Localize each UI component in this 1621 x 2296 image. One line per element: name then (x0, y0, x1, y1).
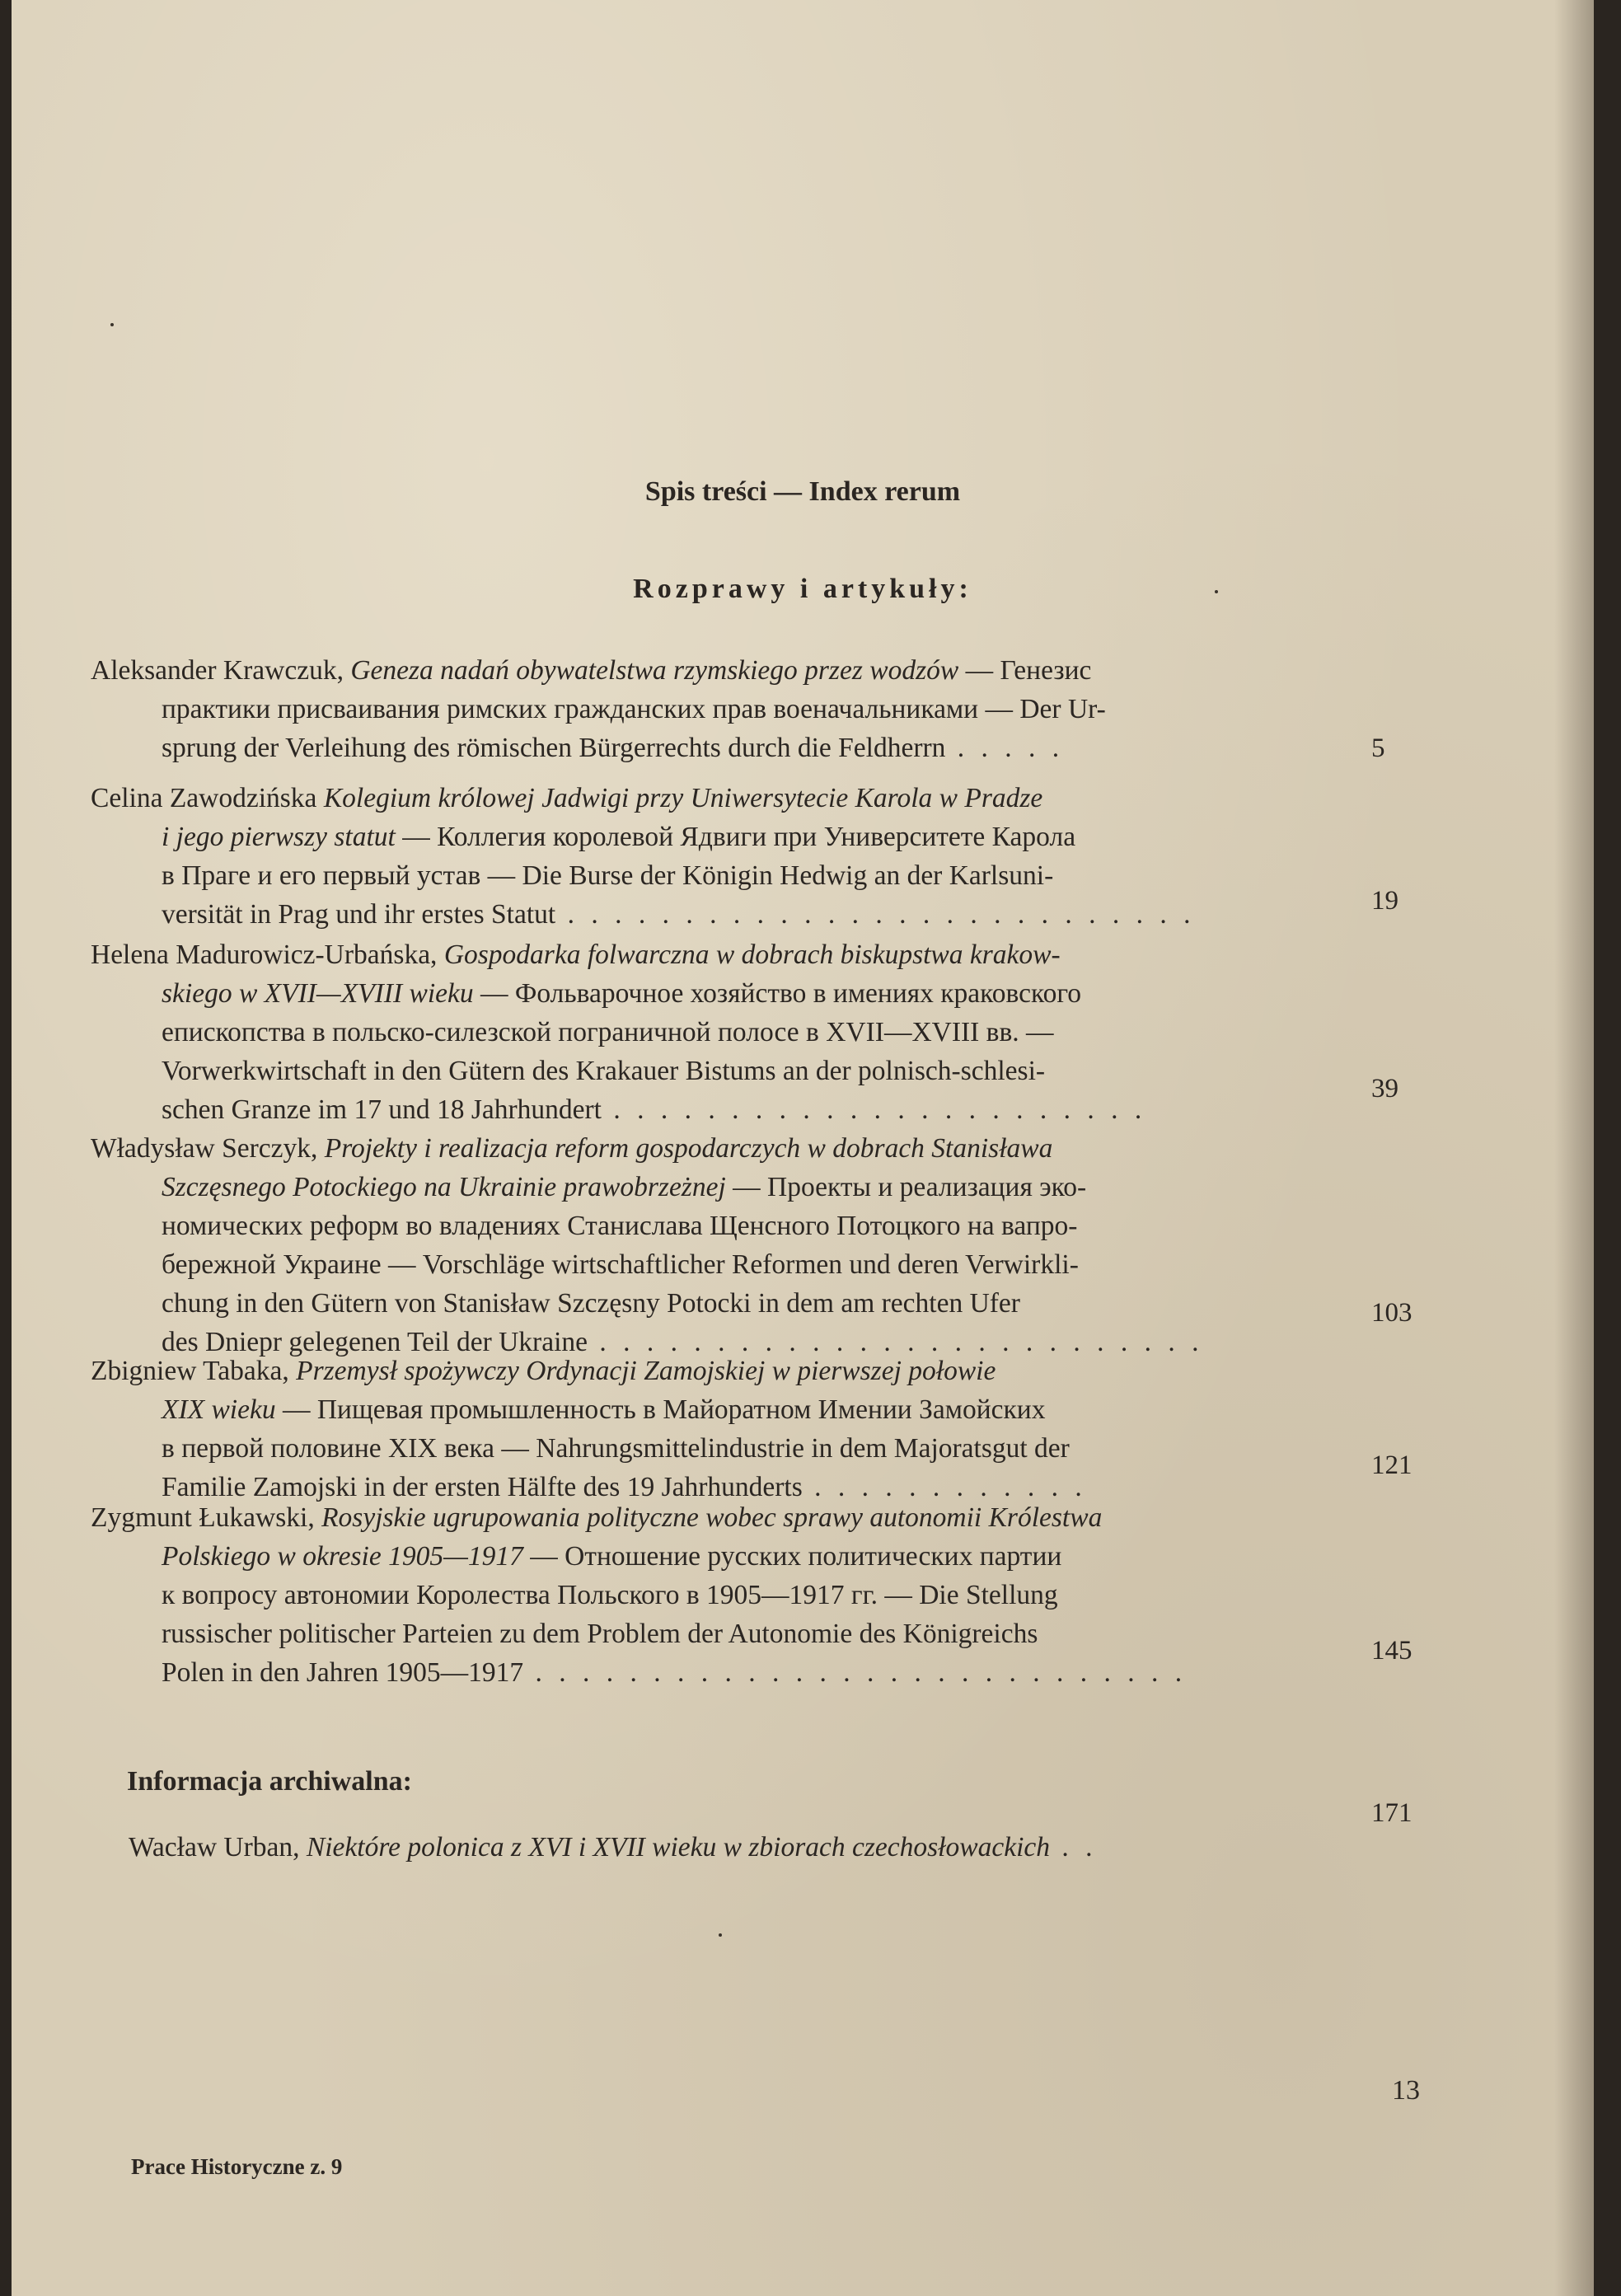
entry-text: Polen in den Jahren 1905—1917 (162, 1657, 524, 1688)
toc-entry[interactable] (91, 935, 1343, 1129)
entry-line (91, 1013, 1343, 1052)
entry-page-number: 171 (1371, 1798, 1413, 1828)
leader-dots: . . . . . . . . . . . . . . . . . . . . . . . . . . . . (523, 1657, 1188, 1688)
entry-page-number: 19 (1371, 886, 1398, 916)
journal-footer: Prace Historyczne z. 9 (131, 2154, 343, 2179)
entry-line (91, 1129, 1343, 1168)
toc-heading: Spis treści — Index rerum (644, 476, 961, 507)
page-spine-shadow (1554, 0, 1594, 2296)
entry-page-number: 121 (1371, 1450, 1413, 1480)
entry-text: russischer politischer Parteien zu dem Problem der Autonomie des Königreichs (162, 1619, 1038, 1649)
entry-title: Rosyjskie ugrupowania polityczne wobec sprawy autonomii Królestwa (321, 1502, 1103, 1533)
entry-text: бережной Украине — Vorschläge wirtschaftlicher Reformen und deren Verwirkli- (162, 1249, 1079, 1280)
entry-line (91, 1052, 1343, 1090)
entry-title: Kolegium królowej Jadwigi przy Uniwersytecie Karola w Pradze (323, 783, 1043, 813)
leader-dots: . . . . . . . . . . . . . . . . . . . . . . . . . . (588, 1327, 1204, 1357)
entry-line (91, 779, 1343, 818)
toc-entry[interactable] (91, 1352, 1343, 1506)
leader-dots: . . . . . (945, 733, 1065, 763)
paper-speck (719, 1933, 722, 1937)
entry-line (91, 974, 1343, 1013)
leader-dots: . . . . . . . . . . . . . . . . . . . . . . . . . . . (555, 899, 1196, 930)
entry-line (91, 818, 1343, 856)
entry-text: Vorwerkwirtschaft in den Gütern des Krakauer Bistums an der polnisch-schlesi- (162, 1056, 1046, 1086)
entry-text: Familie Zamojski in der ersten Hälfte des 19 Jahrhunderts (162, 1472, 803, 1502)
entry-title: Gospodarka folwarczna w dobrach biskupstwa krakow- (443, 939, 1061, 970)
entry-line (91, 856, 1343, 895)
entry-author: Zbigniew Tabaka, (91, 1356, 289, 1386)
entry-text: — Пищевая промышленность в Майоратном Имении Замойских (275, 1394, 1046, 1425)
entry-text: — Проекты и реализация эко- (725, 1172, 1087, 1202)
entry-line (91, 1207, 1343, 1245)
entry-line (91, 1614, 1343, 1653)
entry-text: chung in den Gütern von Stanisław Szczęsny Potocki in dem am rechten Ufer (162, 1288, 1020, 1319)
entry-author: Zygmunt Łukawski, (91, 1502, 315, 1533)
entry-line (91, 1429, 1343, 1468)
entry-author: Aleksander Krawczuk, (91, 655, 344, 686)
entry-title: Polskiego w okresie 1905—1917 (162, 1541, 523, 1572)
entry-line (91, 1498, 1343, 1537)
entry-text: versität in Prag und ihr erstes Statut (162, 899, 556, 930)
entry-page-number: 39 (1371, 1074, 1398, 1103)
entry-text: номических реформ во владениях Станислава Щенсного Потоцкого на вапро- (162, 1211, 1078, 1241)
entry-line (91, 1576, 1343, 1614)
entry-line (91, 1537, 1343, 1576)
entry-text: епископства в польско-силезской пограничной полосе в XVII—XVIII вв. — (162, 1017, 1054, 1047)
toc-entry[interactable] (91, 1129, 1343, 1361)
entry-line (91, 1352, 1343, 1390)
section-heading-archive: Informacja archiwalna: (127, 1766, 412, 1797)
paper-speck (1215, 590, 1218, 593)
entry-line (91, 935, 1343, 974)
toc-entry[interactable] (91, 1498, 1343, 1692)
entry-page-number: 145 (1371, 1636, 1413, 1666)
entry-title: Przemysł spożywczy Ordynacji Zamojskiej w pierwszej połowie (296, 1356, 996, 1386)
entry-title: Geneza nadań obywatelstwa rzymskiego przez wodzów (350, 655, 959, 686)
book-page (12, 0, 1594, 2296)
entry-title: i jego pierwszy statut (162, 822, 396, 852)
leader-dots: . . . . . . . . . . . . . . . . . . . . . . . (602, 1094, 1147, 1125)
entry-author: Wacław Urban, (129, 1832, 300, 1863)
leader-dots: . . . . . . . . . . . . (802, 1472, 1087, 1502)
toc-entry[interactable] (91, 651, 1343, 767)
entry-text: — Коллегия королевой Ядвиги при Университете Карола (395, 822, 1076, 852)
entry-text: практики присваивания римских гражданских прав военачальниками — Der Ur- (162, 694, 1106, 724)
entry-text: — Фольварочное хозяйство в имениях краковского (473, 978, 1081, 1009)
entry-text: sprung der Verleihung des römischen Bürgerrechts durch die Feldherrn (162, 733, 946, 763)
entry-author: Helena Madurowicz-Urbańska, (91, 939, 438, 970)
entry-line (91, 690, 1343, 729)
entry-line (91, 895, 1343, 934)
entry-title: skiego w XVII—XVIII wieku (162, 978, 474, 1009)
entry-text: в Праге и его первый устав — Die Burse der Königin Hedwig an der Karlsuni- (162, 860, 1054, 891)
entry-page-number: 103 (1371, 1298, 1413, 1328)
entry-line (91, 1653, 1343, 1692)
entry-text: к вопросу автономии Королества Польского в 1905—1917 гг. — Die Stellung (162, 1580, 1058, 1610)
page-number: 13 (1392, 2075, 1420, 2106)
entry-title: XIX wieku (162, 1394, 276, 1425)
entry-text: — Генезис (958, 655, 1092, 686)
entry-line (91, 1245, 1343, 1284)
paper-speck (110, 323, 114, 326)
toc-entry[interactable] (91, 779, 1343, 934)
leader-dots: . . (1050, 1832, 1098, 1863)
section-heading-articles: Rozprawy i artykuły: (633, 574, 972, 604)
entry-line (91, 1168, 1343, 1207)
toc-entry-archive[interactable] (129, 1828, 1381, 1867)
entry-line (91, 1390, 1343, 1429)
entry-line (91, 729, 1343, 767)
entry-page-number: 5 (1371, 733, 1385, 763)
entry-line (91, 651, 1343, 690)
entry-author: Celina Zawodzińska (91, 783, 317, 813)
entry-text: в первой половине XIX века — Nahrungsmittelindustrie in dem Majoratsgut der (162, 1433, 1070, 1464)
entry-line (91, 1284, 1343, 1323)
entry-line (91, 1090, 1343, 1129)
entry-text: des Dniepr gelegenen Teil der Ukraine (162, 1327, 588, 1357)
entry-title: Projekty i realizacja reform gospodarczych w dobrach Stanisława (324, 1133, 1053, 1164)
entry-author: Władysław Serczyk, (91, 1133, 318, 1164)
entry-text: schen Granze im 17 und 18 Jahrhundert (162, 1094, 602, 1125)
entry-title: Niektóre polonica z XVI i XVII wieku w zbiorach czechosłowackich (306, 1832, 1051, 1863)
entry-text: — Отношение русских политических партии (522, 1541, 1062, 1572)
entry-title: Szczęsnego Potockiego na Ukrainie prawobrzeżnej (162, 1172, 726, 1202)
